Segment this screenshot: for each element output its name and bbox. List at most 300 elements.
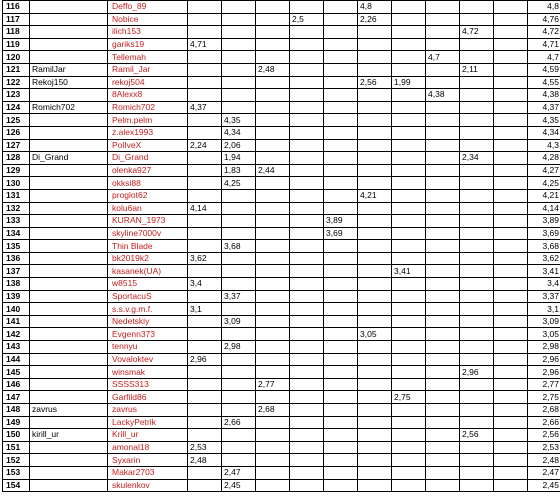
username-cell bbox=[30, 13, 108, 26]
score-cell bbox=[392, 441, 426, 454]
score-cell bbox=[324, 252, 358, 265]
score-cell bbox=[324, 404, 358, 417]
score-cell bbox=[256, 126, 290, 139]
rank-cell: 142 bbox=[3, 328, 30, 341]
score-cell bbox=[392, 1, 426, 14]
score-cell bbox=[460, 114, 494, 127]
score-cell bbox=[256, 1, 290, 14]
score-cell bbox=[188, 366, 222, 379]
score-cell bbox=[494, 466, 528, 479]
score-cell bbox=[222, 404, 256, 417]
score-cell bbox=[392, 139, 426, 152]
score-cell: 2,77 bbox=[256, 378, 290, 391]
score-cell bbox=[460, 466, 494, 479]
score-cell bbox=[290, 139, 324, 152]
score-cell bbox=[256, 189, 290, 202]
nickname-cell: z.alex1993 bbox=[108, 126, 188, 139]
nickname-cell: Pelm.pelm bbox=[108, 114, 188, 127]
score-cell: 3,89 bbox=[324, 215, 358, 228]
table-row bbox=[3, 202, 560, 215]
nickname-cell: rekoj504 bbox=[108, 76, 188, 89]
total-cell: 4,72 bbox=[528, 26, 560, 39]
score-cell bbox=[290, 391, 324, 404]
score-cell bbox=[256, 466, 290, 479]
nickname-cell: ilich153 bbox=[108, 26, 188, 39]
score-cell bbox=[426, 391, 460, 404]
score-cell bbox=[324, 441, 358, 454]
total-cell: 4,35 bbox=[528, 114, 560, 127]
nickname-cell: olenka927 bbox=[108, 164, 188, 177]
score-cell bbox=[494, 215, 528, 228]
score-cell bbox=[188, 227, 222, 240]
score-cell bbox=[494, 227, 528, 240]
nickname-cell: Evgenn373 bbox=[108, 328, 188, 341]
score-cell bbox=[290, 177, 324, 190]
table-row bbox=[3, 189, 560, 202]
score-cell bbox=[426, 114, 460, 127]
score-cell bbox=[188, 152, 222, 165]
score-cell bbox=[460, 89, 494, 102]
score-cell bbox=[426, 177, 460, 190]
username-cell bbox=[30, 479, 108, 492]
score-cell bbox=[290, 215, 324, 228]
total-cell: 2,75 bbox=[528, 391, 560, 404]
username-cell bbox=[30, 227, 108, 240]
score-cell bbox=[324, 315, 358, 328]
nickname-cell: winsmak bbox=[108, 366, 188, 379]
score-cell: 3,4 bbox=[188, 278, 222, 291]
score-cell bbox=[222, 202, 256, 215]
score-cell bbox=[426, 152, 460, 165]
score-cell bbox=[494, 189, 528, 202]
score-cell bbox=[494, 26, 528, 39]
table-row bbox=[3, 252, 560, 265]
score-cell bbox=[188, 315, 222, 328]
score-cell: 1,83 bbox=[222, 164, 256, 177]
score-cell bbox=[222, 51, 256, 64]
username-cell bbox=[30, 26, 108, 39]
total-cell: 3,1 bbox=[528, 303, 560, 316]
rank-cell: 131 bbox=[3, 189, 30, 202]
score-cell bbox=[222, 189, 256, 202]
nickname-cell: tennyu bbox=[108, 341, 188, 354]
score-cell bbox=[324, 341, 358, 354]
table-row bbox=[3, 164, 560, 177]
score-cell bbox=[256, 479, 290, 492]
score-cell bbox=[392, 152, 426, 165]
score-cell bbox=[358, 126, 392, 139]
score-cell bbox=[494, 152, 528, 165]
score-cell bbox=[426, 328, 460, 341]
total-cell: 3,41 bbox=[528, 265, 560, 278]
score-cell: 2,48 bbox=[188, 454, 222, 467]
score-cell bbox=[222, 63, 256, 76]
score-cell bbox=[256, 240, 290, 253]
score-cell bbox=[494, 126, 528, 139]
score-cell bbox=[290, 63, 324, 76]
score-cell: 4,37 bbox=[188, 101, 222, 114]
score-cell bbox=[392, 466, 426, 479]
score-cell bbox=[188, 1, 222, 14]
score-cell bbox=[494, 177, 528, 190]
score-cell bbox=[256, 328, 290, 341]
score-cell: 3,69 bbox=[324, 227, 358, 240]
rank-cell: 132 bbox=[3, 202, 30, 215]
score-cell bbox=[392, 341, 426, 354]
score-cell bbox=[426, 76, 460, 89]
table-row bbox=[3, 1, 560, 14]
score-cell bbox=[290, 189, 324, 202]
score-cell bbox=[290, 278, 324, 291]
score-cell bbox=[324, 126, 358, 139]
score-cell bbox=[494, 328, 528, 341]
score-cell bbox=[494, 63, 528, 76]
score-cell bbox=[324, 366, 358, 379]
score-cell bbox=[426, 164, 460, 177]
total-cell: 4,14 bbox=[528, 202, 560, 215]
score-cell bbox=[222, 303, 256, 316]
nickname-cell: Makar2703 bbox=[108, 466, 188, 479]
score-cell bbox=[188, 189, 222, 202]
total-cell: 4,38 bbox=[528, 89, 560, 102]
username-cell bbox=[30, 366, 108, 379]
score-cell bbox=[188, 114, 222, 127]
score-cell bbox=[324, 63, 358, 76]
score-cell bbox=[256, 215, 290, 228]
username-cell bbox=[30, 328, 108, 341]
score-cell bbox=[494, 240, 528, 253]
table-row bbox=[3, 353, 560, 366]
table-row bbox=[3, 315, 560, 328]
score-cell bbox=[324, 26, 358, 39]
username-cell bbox=[30, 290, 108, 303]
table-row bbox=[3, 51, 560, 64]
score-cell bbox=[222, 378, 256, 391]
score-cell bbox=[290, 479, 324, 492]
table-row bbox=[3, 152, 560, 165]
score-cell bbox=[290, 429, 324, 442]
score-cell bbox=[392, 51, 426, 64]
score-cell bbox=[256, 101, 290, 114]
score-cell: 2,34 bbox=[460, 152, 494, 165]
score-cell: 3,09 bbox=[222, 315, 256, 328]
nickname-cell: kasanek(UA) bbox=[108, 265, 188, 278]
score-cell bbox=[426, 341, 460, 354]
score-cell bbox=[324, 303, 358, 316]
nickname-cell: amonal18 bbox=[108, 441, 188, 454]
table-row bbox=[3, 416, 560, 429]
nickname-cell: Nedetskiy bbox=[108, 315, 188, 328]
score-cell bbox=[494, 429, 528, 442]
score-cell bbox=[290, 1, 324, 14]
total-cell: 3,62 bbox=[528, 252, 560, 265]
score-cell bbox=[358, 38, 392, 51]
score-cell bbox=[358, 177, 392, 190]
total-cell: 4,7 bbox=[528, 51, 560, 64]
score-cell bbox=[392, 353, 426, 366]
total-cell: 4,3 bbox=[528, 139, 560, 152]
table-row bbox=[3, 139, 560, 152]
rank-cell: 125 bbox=[3, 114, 30, 127]
score-cell bbox=[324, 51, 358, 64]
username-cell bbox=[30, 89, 108, 102]
username-cell bbox=[30, 315, 108, 328]
score-cell bbox=[426, 454, 460, 467]
score-cell bbox=[290, 51, 324, 64]
score-cell bbox=[392, 278, 426, 291]
score-cell bbox=[290, 76, 324, 89]
total-cell: 3,69 bbox=[528, 227, 560, 240]
score-cell bbox=[324, 454, 358, 467]
total-cell: 4,27 bbox=[528, 164, 560, 177]
score-cell bbox=[392, 215, 426, 228]
score-cell bbox=[460, 441, 494, 454]
score-cell: 2,11 bbox=[460, 63, 494, 76]
score-cell bbox=[358, 466, 392, 479]
score-cell bbox=[324, 177, 358, 190]
score-cell bbox=[188, 164, 222, 177]
score-cell bbox=[494, 366, 528, 379]
score-cell bbox=[494, 114, 528, 127]
score-cell bbox=[358, 366, 392, 379]
score-cell bbox=[188, 215, 222, 228]
score-cell bbox=[222, 13, 256, 26]
table-row bbox=[3, 240, 560, 253]
score-cell bbox=[426, 353, 460, 366]
score-cell bbox=[426, 63, 460, 76]
score-cell bbox=[358, 114, 392, 127]
table-row bbox=[3, 391, 560, 404]
score-cell bbox=[256, 391, 290, 404]
score-cell bbox=[188, 26, 222, 39]
rank-cell: 121 bbox=[3, 63, 30, 76]
score-cell bbox=[222, 328, 256, 341]
score-cell bbox=[392, 240, 426, 253]
score-cell bbox=[392, 290, 426, 303]
rank-cell: 139 bbox=[3, 290, 30, 303]
score-cell bbox=[324, 202, 358, 215]
score-cell bbox=[290, 315, 324, 328]
score-cell bbox=[426, 240, 460, 253]
total-cell: 4,76 bbox=[528, 13, 560, 26]
score-cell bbox=[188, 126, 222, 139]
score-cell bbox=[358, 278, 392, 291]
nickname-cell: Syxarin bbox=[108, 454, 188, 467]
ranking-table-body bbox=[3, 1, 560, 492]
score-cell bbox=[494, 38, 528, 51]
score-cell bbox=[324, 189, 358, 202]
score-cell bbox=[392, 89, 426, 102]
score-cell bbox=[324, 13, 358, 26]
total-cell: 2,66 bbox=[528, 416, 560, 429]
score-cell bbox=[358, 391, 392, 404]
score-cell bbox=[426, 139, 460, 152]
score-cell bbox=[358, 303, 392, 316]
score-cell: 3,05 bbox=[358, 328, 392, 341]
score-cell bbox=[426, 366, 460, 379]
score-cell: 3,1 bbox=[188, 303, 222, 316]
rank-cell: 118 bbox=[3, 26, 30, 39]
score-cell bbox=[392, 126, 426, 139]
score-cell bbox=[324, 328, 358, 341]
score-cell bbox=[222, 1, 256, 14]
rank-cell: 153 bbox=[3, 466, 30, 479]
score-cell: 2,26 bbox=[358, 13, 392, 26]
score-cell bbox=[324, 479, 358, 492]
score-cell: 4,8 bbox=[358, 1, 392, 14]
score-cell bbox=[290, 404, 324, 417]
score-cell bbox=[426, 315, 460, 328]
total-cell: 3,89 bbox=[528, 215, 560, 228]
score-cell bbox=[358, 341, 392, 354]
nickname-cell: Krill_ur bbox=[108, 429, 188, 442]
score-cell: 4,71 bbox=[188, 38, 222, 51]
nickname-cell: skulenkov bbox=[108, 479, 188, 492]
score-cell: 2,98 bbox=[222, 341, 256, 354]
total-cell: 4,71 bbox=[528, 38, 560, 51]
score-cell bbox=[188, 466, 222, 479]
score-cell bbox=[290, 441, 324, 454]
rank-cell: 123 bbox=[3, 89, 30, 102]
score-cell: 2,53 bbox=[188, 441, 222, 454]
score-cell bbox=[358, 227, 392, 240]
nickname-cell: skyline7000v bbox=[108, 227, 188, 240]
ranking-table bbox=[2, 0, 560, 492]
username-cell bbox=[30, 38, 108, 51]
rank-cell: 137 bbox=[3, 265, 30, 278]
score-cell bbox=[460, 51, 494, 64]
rank-cell: 146 bbox=[3, 378, 30, 391]
rank-cell: 140 bbox=[3, 303, 30, 316]
total-cell: 3,4 bbox=[528, 278, 560, 291]
score-cell bbox=[358, 353, 392, 366]
score-cell bbox=[426, 303, 460, 316]
score-cell bbox=[392, 479, 426, 492]
rank-cell: 154 bbox=[3, 479, 30, 492]
score-cell bbox=[426, 479, 460, 492]
score-cell bbox=[358, 89, 392, 102]
nickname-cell: Deffo_89 bbox=[108, 1, 188, 14]
score-cell bbox=[426, 278, 460, 291]
score-cell bbox=[256, 13, 290, 26]
score-cell bbox=[426, 126, 460, 139]
score-cell bbox=[358, 441, 392, 454]
score-cell bbox=[222, 76, 256, 89]
score-cell bbox=[324, 353, 358, 366]
score-cell bbox=[358, 290, 392, 303]
username-cell bbox=[30, 215, 108, 228]
rank-cell: 151 bbox=[3, 441, 30, 454]
score-cell bbox=[188, 328, 222, 341]
score-cell bbox=[494, 303, 528, 316]
score-cell bbox=[188, 290, 222, 303]
score-cell bbox=[256, 290, 290, 303]
score-cell bbox=[460, 378, 494, 391]
score-cell bbox=[188, 13, 222, 26]
score-cell bbox=[494, 1, 528, 14]
score-cell bbox=[494, 416, 528, 429]
score-cell bbox=[222, 26, 256, 39]
score-cell bbox=[392, 227, 426, 240]
score-cell bbox=[290, 89, 324, 102]
score-cell bbox=[460, 278, 494, 291]
username-cell bbox=[30, 303, 108, 316]
username-cell bbox=[30, 189, 108, 202]
table-row bbox=[3, 441, 560, 454]
username-cell bbox=[30, 441, 108, 454]
table-row bbox=[3, 278, 560, 291]
score-cell: 4,25 bbox=[222, 177, 256, 190]
table-row bbox=[3, 366, 560, 379]
score-cell bbox=[358, 26, 392, 39]
username-cell: Rekoj150 bbox=[30, 76, 108, 89]
score-cell bbox=[256, 429, 290, 442]
score-cell bbox=[426, 189, 460, 202]
score-cell: 2,75 bbox=[392, 391, 426, 404]
table-row bbox=[3, 177, 560, 190]
username-cell bbox=[30, 252, 108, 265]
rank-cell: 141 bbox=[3, 315, 30, 328]
score-cell bbox=[494, 76, 528, 89]
score-cell bbox=[494, 315, 528, 328]
table-row bbox=[3, 303, 560, 316]
rank-cell: 136 bbox=[3, 252, 30, 265]
table-row bbox=[3, 227, 560, 240]
total-cell: 2,77 bbox=[528, 378, 560, 391]
nickname-cell: Garfild86 bbox=[108, 391, 188, 404]
score-cell bbox=[426, 13, 460, 26]
rank-cell: 130 bbox=[3, 177, 30, 190]
score-cell bbox=[494, 89, 528, 102]
score-cell bbox=[324, 240, 358, 253]
score-cell bbox=[222, 227, 256, 240]
score-cell bbox=[460, 454, 494, 467]
total-cell: 3,05 bbox=[528, 328, 560, 341]
nickname-cell: KURAN_1973 bbox=[108, 215, 188, 228]
nickname-cell: w8515 bbox=[108, 278, 188, 291]
total-cell: 2,47 bbox=[528, 466, 560, 479]
score-cell bbox=[358, 404, 392, 417]
score-cell bbox=[392, 416, 426, 429]
score-cell bbox=[426, 202, 460, 215]
score-cell bbox=[188, 416, 222, 429]
score-cell: 2,48 bbox=[256, 63, 290, 76]
score-cell bbox=[392, 429, 426, 442]
score-cell bbox=[460, 13, 494, 26]
rank-cell: 120 bbox=[3, 51, 30, 64]
score-cell bbox=[290, 240, 324, 253]
score-cell bbox=[392, 101, 426, 114]
username-cell: kirill_ur bbox=[30, 429, 108, 442]
table-row bbox=[3, 63, 560, 76]
score-cell bbox=[256, 416, 290, 429]
total-cell: 2,56 bbox=[528, 429, 560, 442]
username-cell: zavrus bbox=[30, 404, 108, 417]
score-cell bbox=[256, 76, 290, 89]
score-cell bbox=[188, 76, 222, 89]
score-cell bbox=[494, 139, 528, 152]
score-cell bbox=[392, 315, 426, 328]
total-cell: 3,68 bbox=[528, 240, 560, 253]
score-cell bbox=[222, 265, 256, 278]
score-cell bbox=[426, 466, 460, 479]
score-cell bbox=[358, 378, 392, 391]
score-cell: 3,37 bbox=[222, 290, 256, 303]
score-cell bbox=[392, 252, 426, 265]
table-row bbox=[3, 13, 560, 26]
score-cell bbox=[358, 315, 392, 328]
nickname-cell: Tellemah bbox=[108, 51, 188, 64]
